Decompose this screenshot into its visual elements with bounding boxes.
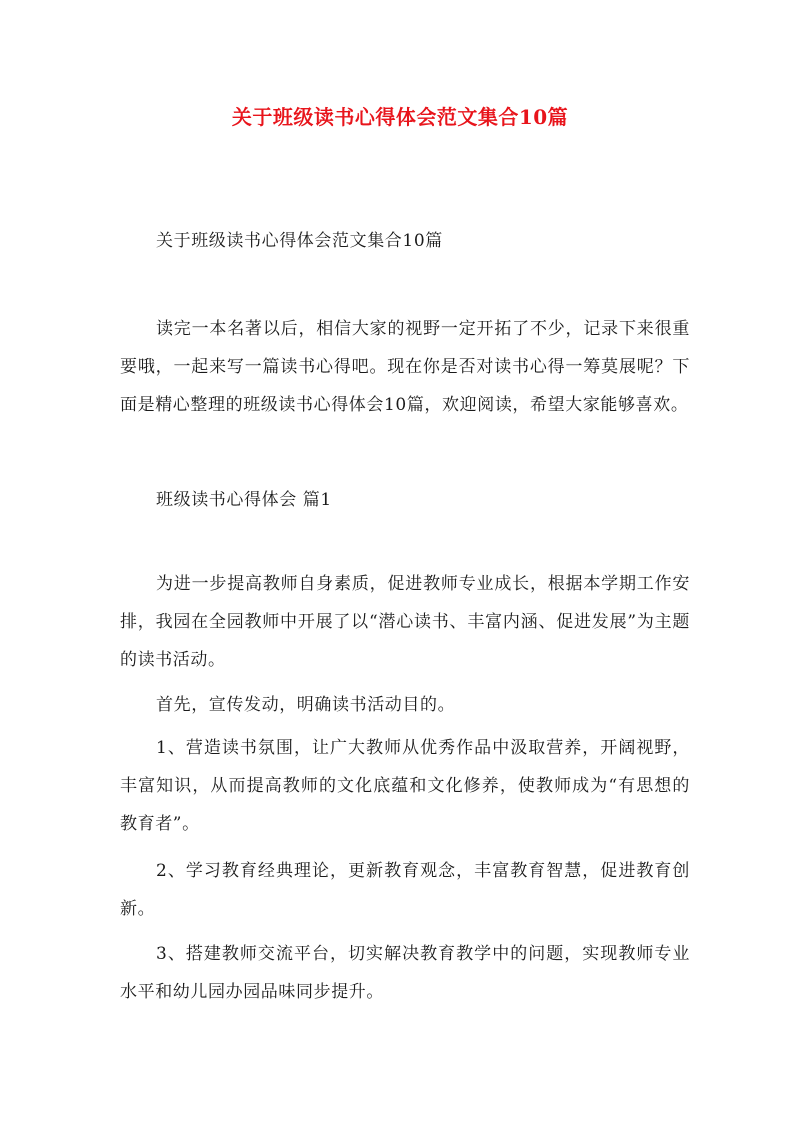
paragraph-1: 为进一步提高教师自身素质，促进教师专业成长，根据本学期工作安排，我园在全园教师中开展了以“潜心读书、丰富内涵、促进发展”为主题的读书活动。 — [120, 574, 690, 670]
paragraph-4: 2、学习教育经典理论，更新教育观念，丰富教育智慧，促进教育创新。 — [120, 861, 690, 919]
document-subtitle: 关于班级读书心得体会范文集合10篇 — [156, 231, 443, 251]
paragraph-5: 3、搭建教师交流平台，切实解决教育教学中的问题，实现教师专业水平和幼儿园办园品味同步提升。 — [120, 944, 690, 1002]
document-title: 关于班级读书心得体会范文集合10篇 — [231, 105, 569, 129]
paragraph-2: 首先，宣传发动，明确读书活动目的。 — [156, 695, 456, 715]
intro-paragraph: 读完一本名著以后，相信大家的视野一定开拓了不少，记录下来很重要哦，一起来写一篇读书心得吧。现在你是否对读书心得一筹莫展呢？下面是精心整理的班级读书心得体会10篇，欢迎阅读，希望大家能够喜欢。 — [120, 319, 690, 415]
paragraph-3: 1、营造读书氛围，让广大教师从优秀作品中汲取营养，开阔视野，丰富知识，从而提高教师的文化底蕴和文化修养，使教师成为“有思想的教育者”。 — [120, 738, 690, 834]
section-heading: 班级读书心得体会 篇1 — [156, 490, 332, 510]
